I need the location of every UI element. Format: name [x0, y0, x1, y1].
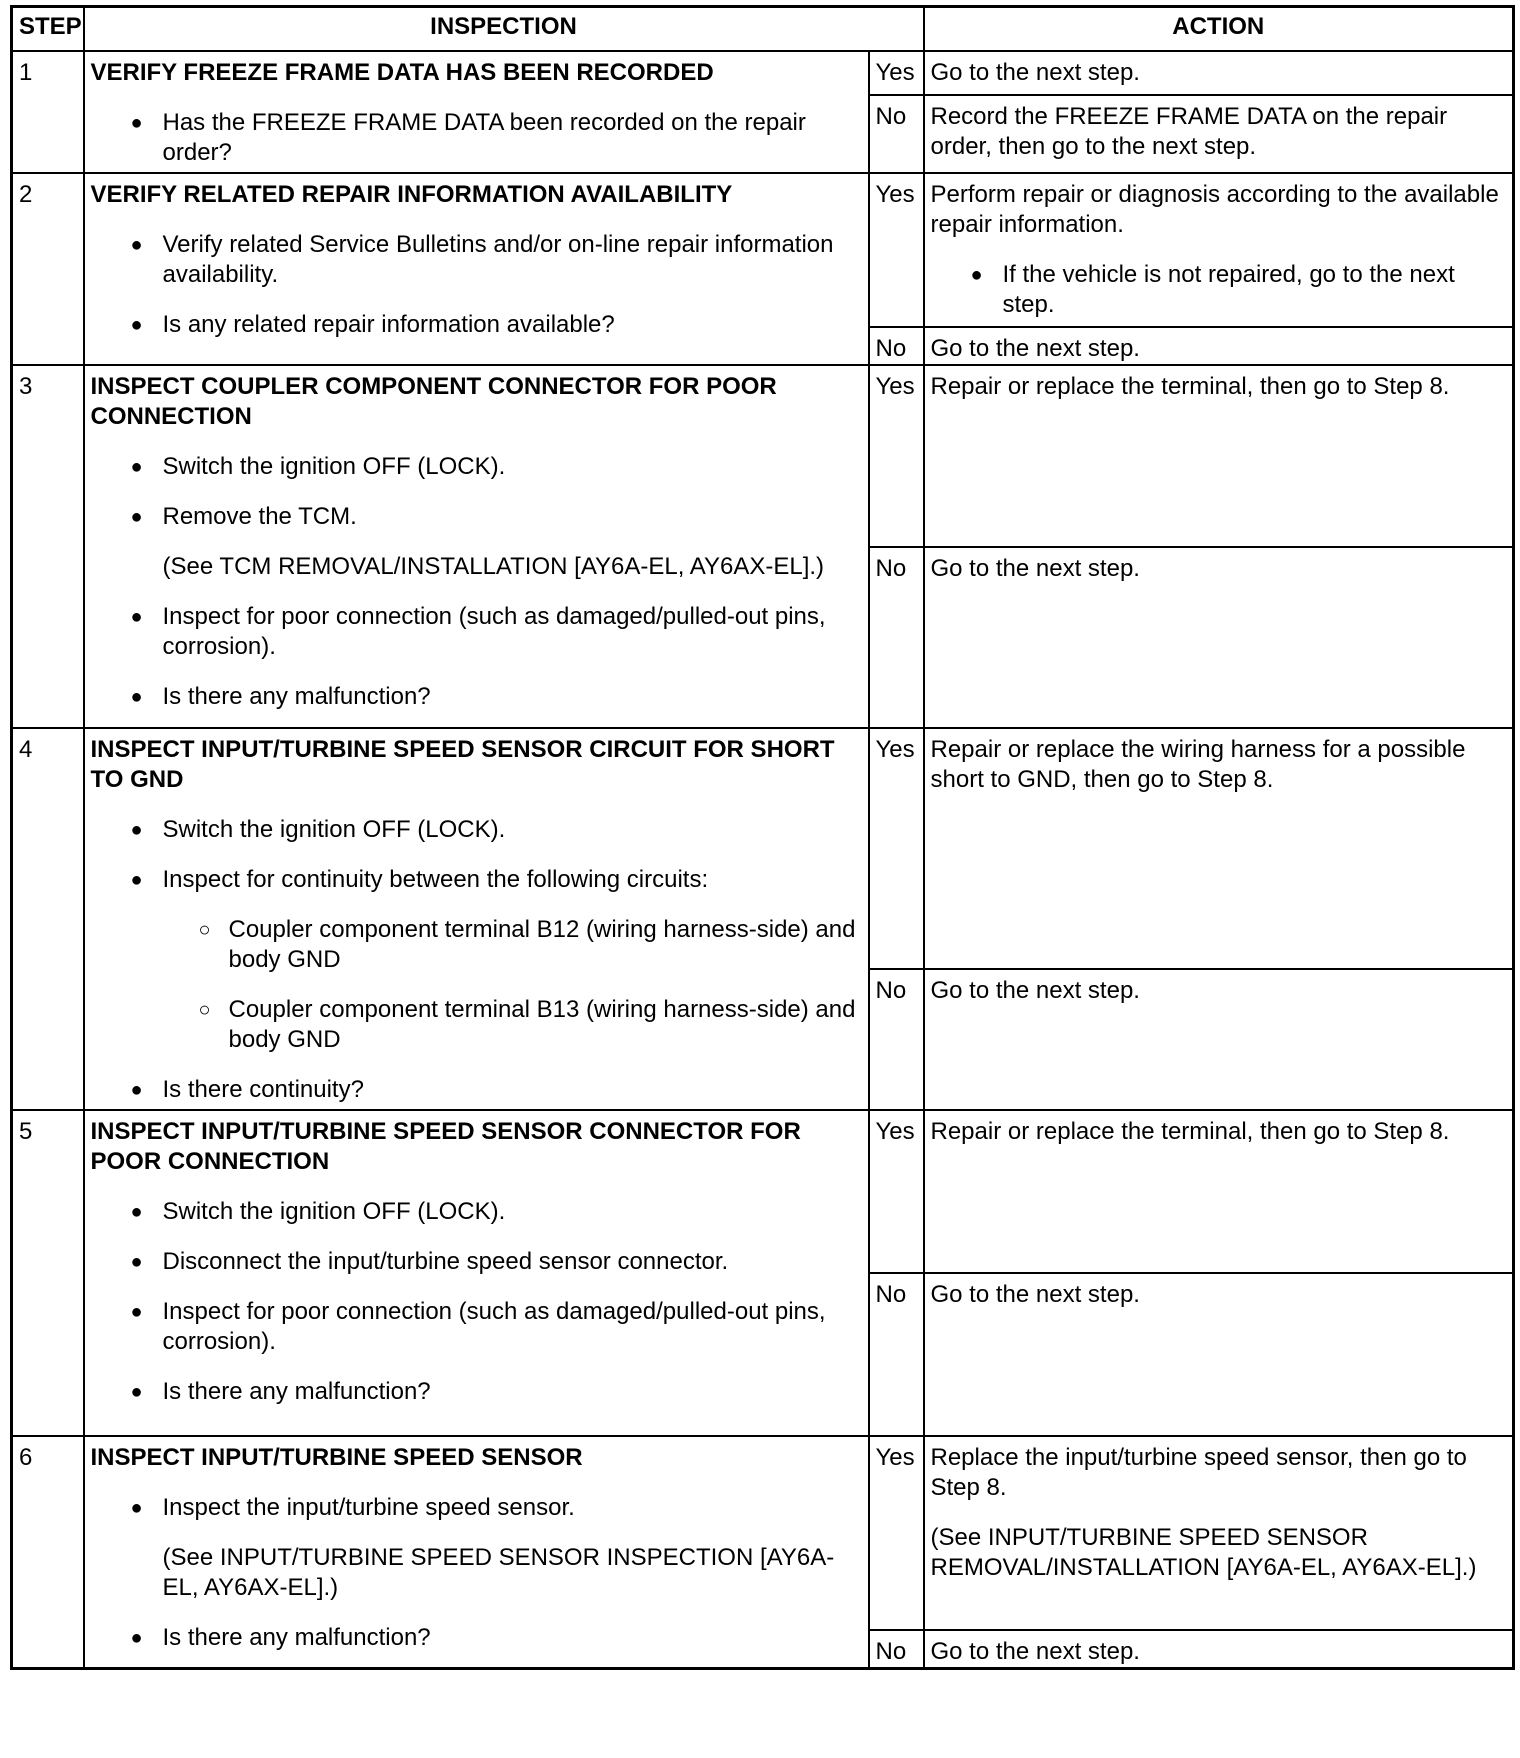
- inspection-item: ● Disconnect the input/turbine speed sensor connector.: [131, 1247, 862, 1277]
- step-number: 1: [12, 51, 84, 173]
- step-1-yes-row: [12, 51, 1514, 95]
- header-row: [12, 7, 1514, 52]
- no-label: No: [869, 969, 924, 1110]
- step-heading: INSPECT INPUT/TURBINE SPEED SENSOR CIRCUIT FOR SHORT TO GND: [90, 736, 835, 793]
- yes-action-list: [931, 260, 1507, 320]
- no-label: No: [869, 327, 924, 365]
- inspection-item: [131, 865, 862, 1055]
- no-action: Go to the next step.: [924, 969, 1514, 1110]
- step-heading: INSPECT INPUT/TURBINE SPEED SENSOR CONNECTOR FOR POOR CONNECTION: [90, 1118, 801, 1175]
- inspection-list: [91, 815, 862, 1105]
- no-action: Go to the next step.: [924, 1630, 1514, 1669]
- inspection-item: ● Inspect for poor connection (such as damaged/pulled-out pins, corrosion).: [131, 1297, 862, 1357]
- inspection-item: ● Inspect the input/turbine speed sensor.: [131, 1493, 862, 1523]
- yes-action-note: (See INPUT/TURBINE SPEED SENSOR REMOVAL/INSTALLATION [AY6A-EL, AY6AX-EL].): [930, 1524, 1477, 1581]
- inspection-list: [91, 1197, 862, 1407]
- no-action: Record the FREEZE FRAME DATA on the repair order, then go to the next step.: [924, 95, 1514, 173]
- step-5-yes-row: [12, 1110, 1514, 1273]
- no-action: Go to the next step.: [924, 327, 1514, 365]
- step-number: 5: [12, 1110, 84, 1436]
- yes-action-text: Replace the input/turbine speed sensor, then go to Step 8.: [930, 1444, 1467, 1501]
- yes-label: Yes: [869, 1110, 924, 1273]
- step-number: 6: [12, 1436, 84, 1669]
- step-2-yes-row: [12, 173, 1514, 327]
- step-3-yes-row: [12, 365, 1514, 547]
- inspection-item: ● Is there any malfunction?: [131, 1377, 862, 1407]
- inspection-item: ● Inspect for poor connection (such as damaged/pulled-out pins, corrosion).: [131, 602, 862, 662]
- yes-action: Repair or replace the wiring harness for a possible short to GND, then go to Step 8.: [924, 728, 1514, 969]
- no-label: No: [869, 1630, 924, 1669]
- no-label: No: [869, 1273, 924, 1436]
- no-label: No: [869, 95, 924, 173]
- step-6-yes-row: [12, 1436, 1514, 1630]
- inspection-note: (See TCM REMOVAL/INSTALLATION [AY6A-EL, AY6AX-EL].): [162, 553, 825, 580]
- step-inspection: [84, 1436, 869, 1669]
- yes-action: Repair or replace the terminal, then go to Step 8.: [924, 1110, 1514, 1273]
- inspection-sublist: [163, 915, 862, 1055]
- inspection-list: [91, 108, 862, 168]
- inspection-item: ● Has the FREEZE FRAME DATA been recorded on the repair order?: [131, 108, 862, 168]
- yes-action-text: Perform repair or diagnosis according to the available repair information.: [930, 181, 1499, 238]
- header-inspection: INSPECTION: [84, 7, 924, 52]
- no-action: Go to the next step.: [924, 547, 1514, 728]
- inspection-subitem: ○ Coupler component terminal B12 (wiring harness-side) and body GND: [199, 915, 862, 975]
- inspection-item: ● Is any related repair information available?: [131, 310, 862, 340]
- inspection-list: [91, 1493, 862, 1653]
- step-inspection: [84, 173, 869, 365]
- inspection-item: ● Switch the ignition OFF (LOCK).: [131, 1197, 862, 1227]
- yes-label: Yes: [869, 1436, 924, 1630]
- yes-action: Go to the next step.: [924, 51, 1514, 95]
- yes-label: Yes: [869, 365, 924, 547]
- inspection-item: ● Switch the ignition OFF (LOCK).: [131, 452, 862, 482]
- inspection-item: ● Is there any malfunction?: [131, 682, 862, 712]
- diagnostic-procedure-table: [10, 5, 1515, 1670]
- yes-label: Yes: [869, 173, 924, 327]
- yes-action: [924, 1436, 1514, 1630]
- step-number: 3: [12, 365, 84, 728]
- step-heading: INSPECT COUPLER COMPONENT CONNECTOR FOR POOR CONNECTION: [90, 373, 777, 430]
- yes-action: Repair or replace the terminal, then go to Step 8.: [924, 365, 1514, 547]
- no-label: No: [869, 547, 924, 728]
- no-action: Go to the next step.: [924, 1273, 1514, 1436]
- header-action: ACTION: [924, 7, 1514, 52]
- step-inspection: [84, 365, 869, 728]
- yes-label: Yes: [869, 728, 924, 969]
- step-inspection: [84, 51, 869, 173]
- header-step: STEP: [12, 7, 84, 52]
- inspection-item: ● Is there continuity?: [131, 1075, 862, 1105]
- step-heading: VERIFY RELATED REPAIR INFORMATION AVAILABILITY: [90, 181, 733, 208]
- inspection-item-text: Inspect for continuity between the following circuits:: [162, 866, 709, 893]
- inspection-item: ● Switch the ignition OFF (LOCK).: [131, 815, 862, 845]
- step-heading: VERIFY FREEZE FRAME DATA HAS BEEN RECORDED: [90, 59, 714, 86]
- step-inspection: [84, 728, 869, 1110]
- step-number: 2: [12, 173, 84, 365]
- yes-action-item: ● If the vehicle is not repaired, go to the next step.: [971, 260, 1507, 320]
- step-heading: INSPECT INPUT/TURBINE SPEED SENSOR: [90, 1444, 583, 1471]
- inspection-subitem: ○ Coupler component terminal B13 (wiring harness-side) and body GND: [199, 995, 862, 1055]
- step-number: 4: [12, 728, 84, 1110]
- inspection-note: (See INPUT/TURBINE SPEED SENSOR INSPECTION [AY6A-EL, AY6AX-EL].): [162, 1544, 835, 1601]
- inspection-list: [91, 452, 862, 712]
- yes-action: [924, 173, 1514, 327]
- inspection-list: [91, 230, 862, 340]
- inspection-item: ● Is there any malfunction?: [131, 1623, 862, 1653]
- inspection-item: ● Verify related Service Bulletins and/or on-line repair information availability.: [131, 230, 862, 290]
- yes-label: Yes: [869, 51, 924, 95]
- inspection-item: ● Remove the TCM.: [131, 502, 862, 532]
- step-inspection: [84, 1110, 869, 1436]
- step-4-yes-row: [12, 728, 1514, 969]
